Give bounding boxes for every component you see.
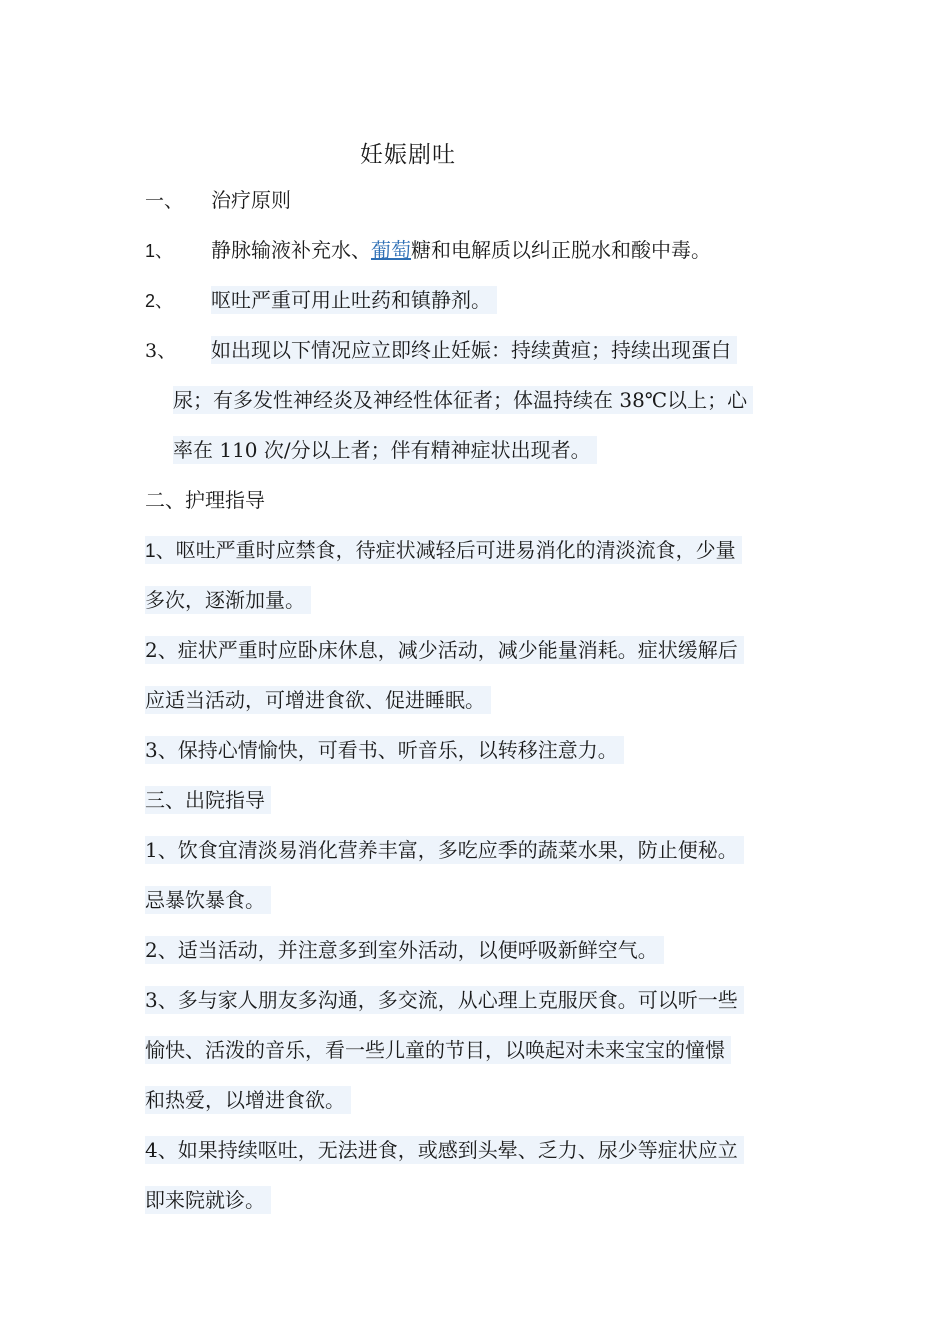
- paragraph-discharge-3: [145, 986, 744, 1014]
- paragraph-discharge-3-cont: [145, 1036, 731, 1064]
- glucose-link[interactable]: 葡萄: [371, 238, 411, 262]
- paragraph-discharge-3-cont: [145, 1086, 351, 1114]
- item-text: 呕吐严重可用止吐药和镇静剂。: [211, 286, 497, 314]
- section-title: 二、护理指导: [145, 488, 265, 512]
- paragraph-treatment-1: [145, 236, 711, 264]
- item-text: 静脉输液补充水、: [211, 238, 371, 262]
- paragraph-treatment-2: [145, 286, 497, 314]
- section-title: 治疗原则: [211, 188, 291, 212]
- item-number: 1: [145, 541, 156, 562]
- paragraph-discharge-2: [145, 936, 664, 964]
- item-text: 和热爱，以增进食欲。: [145, 1086, 351, 1114]
- paragraph-discharge-1-cont: [145, 886, 271, 914]
- section-heading-discharge: [145, 786, 271, 814]
- item-number: 3、: [145, 340, 177, 362]
- item-text: 2、症状严重时应卧床休息，减少活动，减少能量消耗。症状缓解后: [145, 636, 744, 664]
- paragraph-treatment-3-cont: [173, 436, 597, 464]
- paragraph-discharge-4-cont: [145, 1186, 271, 1214]
- item-text: 如出现以下情况应立即终止妊娠：持续黄疸；持续出现蛋白: [211, 336, 737, 364]
- item-text: 1、饮食宜清淡易消化营养丰富，多吃应季的蔬菜水果，防止便秘。: [145, 836, 744, 864]
- item-number: 1、: [145, 241, 174, 261]
- item-text: 多次，逐渐加量。: [145, 586, 311, 614]
- item-text: 3、保持心情愉快，可看书、听音乐，以转移注意力。: [145, 736, 624, 764]
- paragraph-nursing-1-cont: [145, 586, 311, 614]
- paragraph-discharge-1: [145, 836, 744, 864]
- item-text: [145, 536, 742, 564]
- item-text: 应适当活动，可增进食欲、促进睡眠。: [145, 686, 491, 714]
- item-text: 糖和电解质以纠正脱水和酸中毒。: [411, 238, 711, 262]
- item-text: 忌暴饮暴食。: [145, 886, 271, 914]
- paragraph-nursing-2: [145, 636, 744, 664]
- document-title: 妊娠剧吐: [360, 142, 456, 168]
- section-heading-treatment: [145, 186, 291, 214]
- paragraph-nursing-2-cont: [145, 686, 491, 714]
- item-text: 3、多与家人朋友多沟通，多交流，从心理上克服厌食。可以听一些: [145, 986, 744, 1014]
- item-text: 愉快、活泼的音乐，看一些儿童的节目，以唤起对未来宝宝的憧憬: [145, 1036, 731, 1064]
- section-number: 一、: [145, 190, 184, 212]
- item-text: 尿；有多发性神经炎及神经性体征者；体温持续在 38℃以上；心: [173, 386, 753, 414]
- item-number: 2、: [145, 291, 174, 311]
- paragraph-treatment-3: [145, 336, 737, 364]
- paragraph-treatment-3-cont: [173, 386, 753, 414]
- section-heading-nursing: [145, 486, 265, 514]
- item-text: 即来院就诊。: [145, 1186, 271, 1214]
- paragraph-nursing-3: [145, 736, 624, 764]
- item-text: 2、适当活动，并注意多到室外活动，以便呼吸新鲜空气。: [145, 936, 664, 964]
- item-text-body: 、呕吐严重时应禁食，待症状减轻后可进易消化的清淡流食，少量: [155, 538, 736, 562]
- paragraph-discharge-4: [145, 1136, 744, 1164]
- item-text: 率在 110 次/分以上者；伴有精神症状出现者。: [173, 436, 597, 464]
- paragraph-nursing-1: [145, 536, 742, 564]
- item-text: 4、如果持续呕吐，无法进食，或感到头晕、乏力、尿少等症状应立: [145, 1136, 744, 1164]
- section-title: 三、出院指导: [145, 786, 271, 814]
